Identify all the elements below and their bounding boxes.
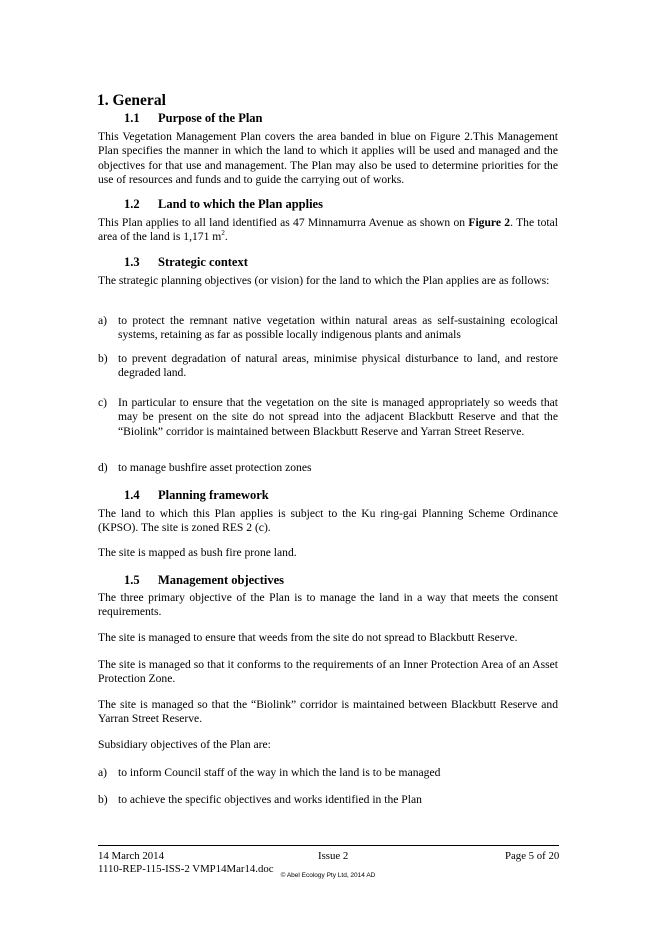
list-item [98, 793, 558, 807]
paragraph-objective-3: The site is managed so that it conforms to the requirements of an Inner Protection Area of an Asset Protection Zone. [98, 658, 558, 686]
heading-title: Management objectives [158, 573, 285, 587]
figure-reference: Figure 2 [468, 216, 511, 229]
list-item [98, 314, 558, 343]
heading-number: 1.5 [124, 573, 140, 587]
list-text: to prevent degradation of natural areas, minimise physical disturbance to land, and restore degraded land. [118, 352, 558, 380]
footer-date: 14 March 2014 [98, 850, 164, 862]
heading-number: 1.2 [124, 197, 140, 211]
list-item [98, 396, 558, 439]
footer-page-number: Page 5 of 20 [505, 850, 560, 862]
list-text: to protect the remnant native vegetation within natural areas as self-sustaining ecological systems, retaining as far as possible locally indigenous plants and animals [118, 314, 558, 342]
heading-land [124, 197, 323, 212]
paragraph-objective-2: The site is managed to ensure that weeds from the site do not spread to Blackbutt Reserve. [98, 631, 518, 644]
list-item [98, 461, 558, 475]
footer-document-id: 1110-REP-115-ISS-2 VMP14Mar14.doc [98, 863, 274, 875]
paragraph-bushfire: The site is mapped as bush fire prone land. [98, 546, 297, 559]
paragraph-objective-1: The three primary objective of the Plan is to manage the land in a way that meets the consent requirements. [98, 591, 558, 619]
paragraph-objective-4: The site is managed so that the “Biolink” corridor is maintained between Blackbutt Reserve and Yarran Street Reserve. [98, 698, 558, 726]
paragraph-planning: The land to which this Plan applies is subject to the Ku ring-gai Planning Scheme Ordinance (KPSO). The site is zoned RES 2 (c). [98, 507, 558, 535]
list-marker: b) [98, 793, 108, 806]
list-text: to inform Council staff of the way in which the land is to be managed [118, 766, 441, 779]
heading-number: 1.1 [124, 111, 140, 125]
paragraph-land [98, 216, 558, 245]
section-heading: 1. General [97, 92, 166, 109]
list-text: In particular to ensure that the vegetation on the site is managed appropriately so weeds that may be present on the site do not spread into the adjacent Blackbutt Reserve and that the “Biolink” corridor is maintained between Blackbutt Reserve and Yarran Street Reserve. [118, 396, 558, 438]
footer-issue: Issue 2 [318, 850, 349, 862]
heading-number: 1.3 [124, 255, 140, 269]
list-marker: a) [98, 766, 108, 779]
land-text-b: . The total area of the land is 1,171 m [98, 216, 558, 244]
heading-title: Planning framework [158, 488, 269, 502]
heading-title: Land to which the Plan applies [158, 197, 323, 211]
heading-management [124, 573, 284, 588]
paragraph-purpose: This Vegetation Management Plan covers the area banded in blue on Figure 2.This Management Plan specifies the manner in which the land to which it applies will be used and managed and the objectives for that use and management. The Plan may also be used to determine priorities for the use of resources and funds and to guide the carrying out of works. [98, 130, 558, 187]
list-item [98, 766, 558, 780]
list-marker: c) [98, 396, 108, 409]
heading-purpose [124, 111, 263, 126]
footer-divider [98, 845, 559, 846]
heading-title: Purpose of the Plan [158, 111, 263, 125]
heading-title: Strategic context [158, 255, 248, 269]
footer-copyright: © Abel Ecology Pty Ltd, 2014 AD [280, 872, 376, 879]
list-item [98, 352, 558, 381]
list-text: to achieve the specific objectives and works identified in the Plan [118, 793, 422, 806]
heading-number: 1.4 [124, 488, 140, 502]
heading-planning [124, 488, 269, 503]
land-text-a: This Plan applies to all land identified as 47 Minnamurra Avenue as shown on [98, 216, 469, 229]
list-marker: a) [98, 314, 108, 327]
list-marker: d) [98, 461, 108, 474]
list-text: to manage bushfire asset protection zones [118, 461, 312, 474]
area-superscript: 2 [221, 229, 225, 238]
paragraph-strategic-intro: The strategic planning objectives (or vision) for the land to which the Plan applies are as follows: [98, 274, 550, 287]
list-marker: b) [98, 352, 108, 365]
heading-strategic [124, 255, 248, 270]
land-text-c: . [224, 230, 228, 244]
paragraph-subsidiary: Subsidiary objectives of the Plan are: [98, 738, 271, 751]
